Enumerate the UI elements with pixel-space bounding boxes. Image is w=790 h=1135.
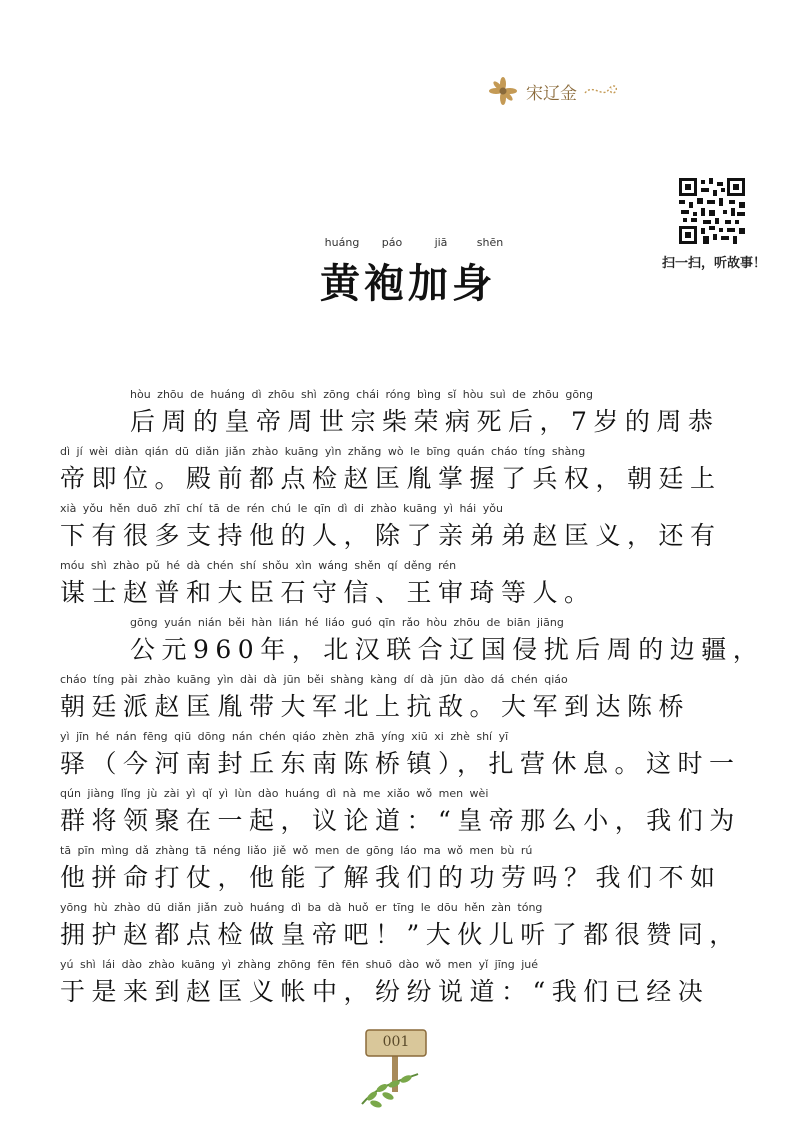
page-title: 黄袍加身 (320, 261, 496, 307)
text-line (60, 673, 760, 730)
pinyin-line: hòu zhōu de huáng dì zhōu shì zōng chái róng bìng sǐ hòu suì de zhōu gōng (130, 388, 594, 401)
hanzi-line: 群将领聚在一起，议论道：“皇帝那么小，我们为 (60, 806, 741, 835)
title-pinyin-syllable: páo (381, 236, 403, 249)
text-line (60, 502, 760, 559)
hanzi-line: 谋士赵普和大臣石守信、王审琦等人。 (60, 578, 596, 607)
title-pinyin-syllable: jiā (434, 236, 448, 249)
text-line (60, 616, 765, 673)
qr-caption: 扫一扫，听故事！ (661, 256, 766, 271)
hanzi-line: 他拼命打仗，他能了解我们的功劳吗？我们不如 (60, 863, 722, 892)
pinyin-line: gōng yuán nián běi hàn lián hé liáo guó qīn rǎo hòu zhōu de biān jiāng (130, 616, 564, 629)
pinyin-line: xià yǒu hěn duō zhī chí tā de rén chú le qīn dì di zhào kuāng yì hái yǒu (60, 502, 503, 515)
pinyin-line: tā pīn mìng dǎ zhàng tā néng liǎo jiě wǒ men de gōng láo ma wǒ men bù rú (60, 844, 533, 857)
text-line (60, 730, 760, 787)
hanzi-line: 下有很多支持他的人，除了亲弟弟赵匡义，还有 (60, 521, 722, 550)
page-number: 001 (382, 1034, 410, 1050)
chrysanthemum-icon (488, 76, 518, 106)
hanzi-line: 拥护赵都点检做皇帝吧！”大伙儿听了都很赞同， (60, 920, 741, 949)
pinyin-line: yì jīn hé nán fēng qiū dōng nán chén qiáo zhèn zhā yíng xiū xi zhè shí yī (60, 730, 509, 743)
pinyin-line: yú shì lái dào zhào kuāng yì zhàng zhōng fēn fēn shuō dào wǒ men yǐ jīng jué (60, 958, 539, 971)
section-tag (488, 74, 623, 108)
hanzi-line: 后周的皇帝周世宗柴荣病死后，7岁的周恭 (130, 407, 720, 436)
hanzi-line: 朝廷派赵匡胤带大军北上抗敌。大军到达陈桥 (60, 692, 691, 721)
text-line (60, 901, 760, 958)
story-body (60, 388, 765, 1015)
hanzi-line: 于是来到赵匡义帐中，纷纷说道：“我们已经决 (60, 977, 710, 1006)
hanzi-line: 驿（今河南封丘东南陈桥镇），扎营休息。这时一 (60, 749, 741, 778)
text-line (60, 958, 760, 1015)
swirl-icon (583, 81, 623, 101)
text-line (60, 787, 760, 844)
pinyin-line: yōng hù zhào dū diǎn jiǎn zuò huáng dì ba dà huǒ er tīng le dōu hěn zàn tóng (60, 901, 543, 914)
title-pinyin-syllable: huáng (324, 236, 360, 249)
hanzi-line: 帝即位。殿前都点检赵匡胤掌握了兵权，朝廷上 (60, 464, 722, 493)
pinyin-line: cháo tíng pài zhào kuāng yìn dài dà jūn běi shàng kàng dí dà jūn dào dá chén qiáo (60, 673, 568, 686)
pinyin-line: dì jí wèi diàn qián dū diǎn jiǎn zhào kuāng yìn zhǎng wò le bīng quán cháo tíng shàng (60, 445, 586, 458)
text-line (60, 445, 760, 502)
qr-code-icon[interactable] (679, 178, 745, 244)
pinyin-line: móu shì zhào pǔ hé dà chén shí shǒu xìn wáng shěn qí děng rén (60, 559, 457, 572)
hanzi-line: 公元960年，北汉联合辽国侵扰后周的边疆， (130, 635, 765, 664)
pinyin-line: qún jiàng lǐng jù zài yì qǐ yì lùn dào huáng dì nà me xiǎo wǒ men wèi (60, 787, 489, 800)
title-pinyin-syllable: shēn (476, 236, 504, 249)
text-line (60, 844, 760, 901)
title-pinyin (0, 236, 790, 252)
text-line (60, 559, 760, 616)
section-tag-label: 宋辽金 (526, 83, 577, 104)
page-number-sign (352, 1024, 442, 1114)
text-line (60, 388, 760, 445)
